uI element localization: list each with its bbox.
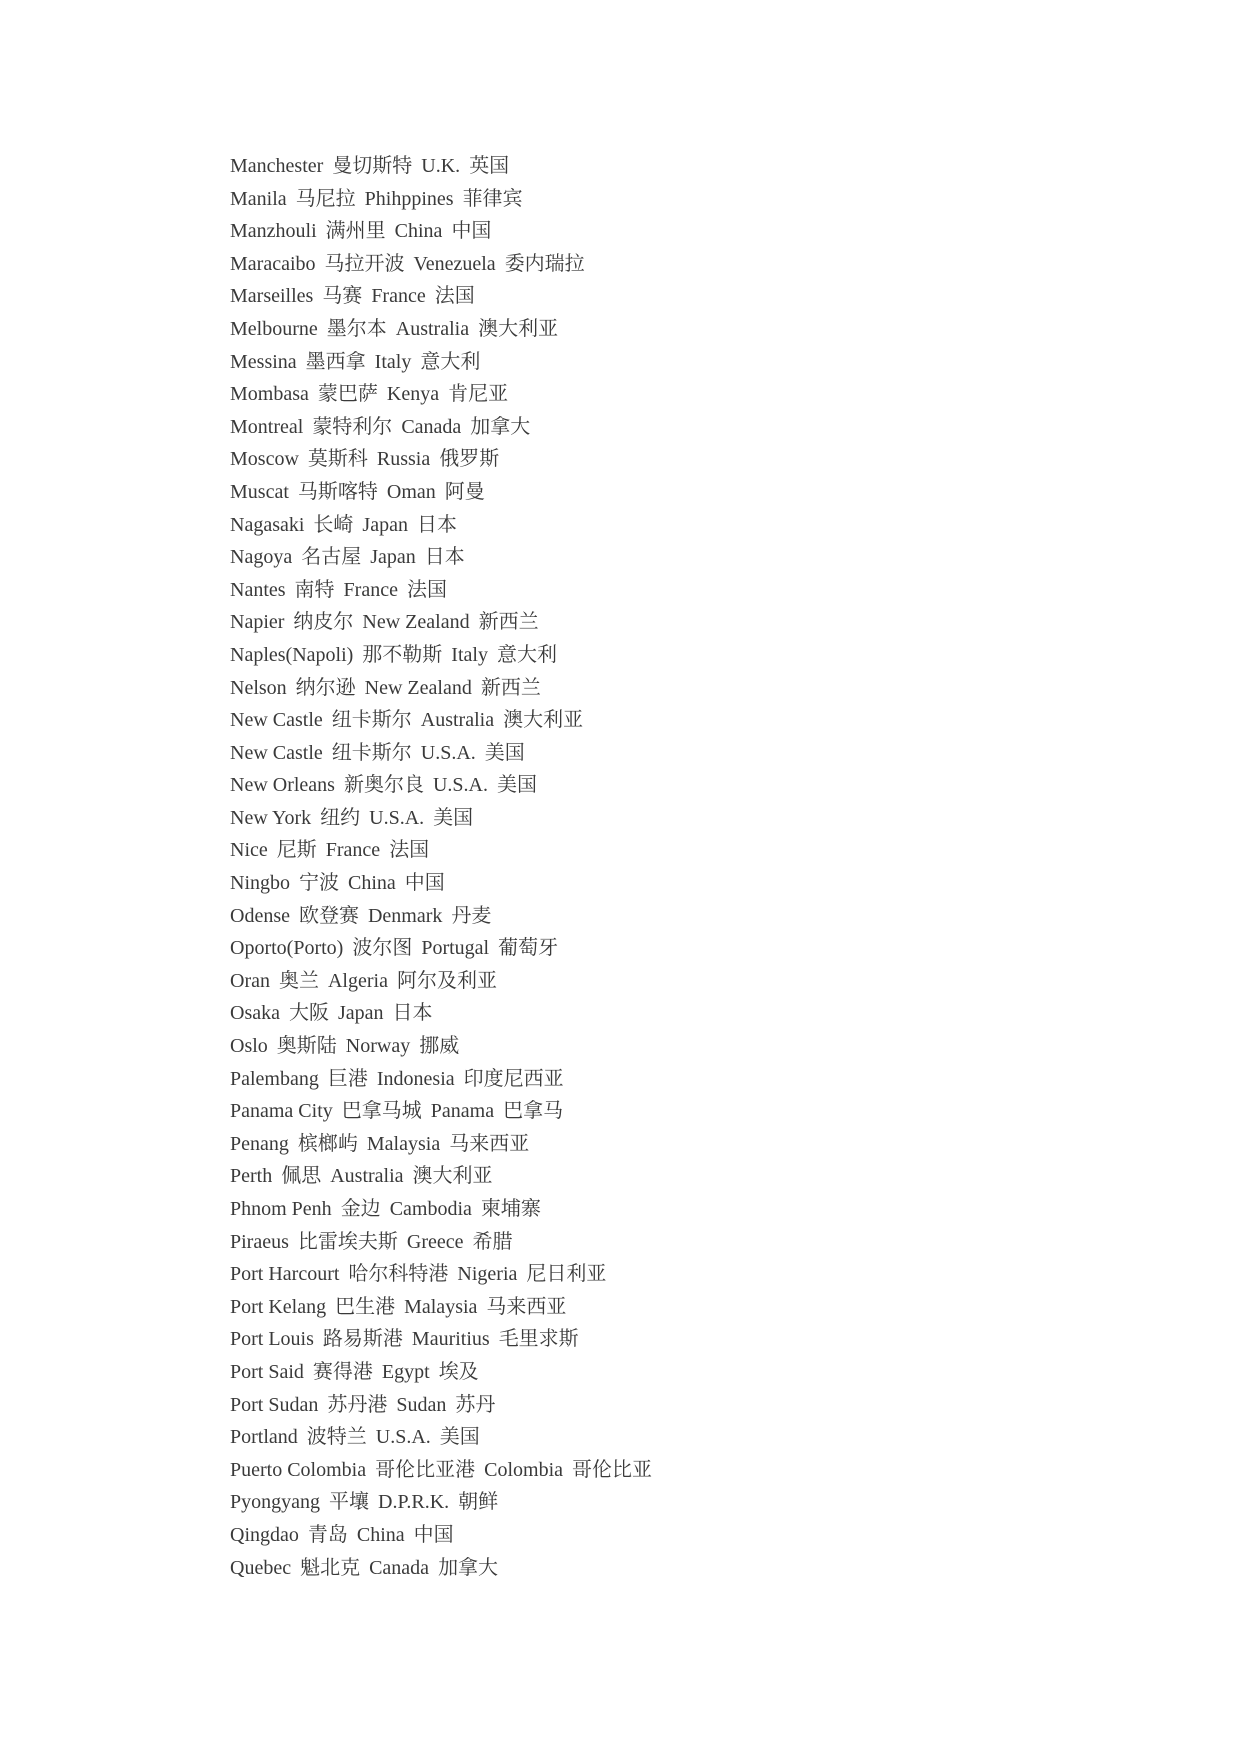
country-name-cn: 巴拿马 bbox=[503, 1100, 564, 1123]
city-name-cn: 曼切斯特 bbox=[332, 155, 413, 177]
country-name-en: Japan bbox=[337, 1002, 384, 1025]
port-row bbox=[230, 150, 652, 183]
port-row bbox=[230, 1258, 652, 1291]
city-name-cn: 纽卡斯尔 bbox=[331, 709, 412, 732]
country-name-cn: 毛里求斯 bbox=[498, 1328, 579, 1351]
city-name-en: Odense bbox=[230, 904, 290, 927]
port-row bbox=[230, 802, 652, 835]
country-name-en: Sudan bbox=[396, 1393, 447, 1416]
city-name-cn: 纳尔逊 bbox=[295, 676, 356, 699]
country-name-cn: 阿曼 bbox=[444, 480, 485, 503]
country-name-en: Malaysia bbox=[366, 1132, 441, 1155]
country-name-en: Cambodia bbox=[389, 1198, 472, 1220]
country-name-en: France bbox=[343, 578, 398, 601]
country-name-cn: 澳大利亚 bbox=[412, 1165, 493, 1188]
country-name-cn: 菲律宾 bbox=[462, 187, 523, 210]
country-name-cn: 尼日利亚 bbox=[526, 1263, 607, 1286]
country-name-cn: 中国 bbox=[451, 220, 492, 243]
country-name-cn: 委内瑞拉 bbox=[504, 252, 585, 275]
city-name-cn: 槟榔屿 bbox=[297, 1132, 358, 1155]
port-row bbox=[230, 1128, 652, 1161]
city-name-cn: 苏丹港 bbox=[327, 1393, 388, 1416]
port-row bbox=[230, 313, 652, 346]
city-name-en: Moscow bbox=[230, 448, 299, 471]
country-name-cn: 埃及 bbox=[438, 1360, 479, 1383]
country-name-cn: 俄罗斯 bbox=[439, 448, 500, 471]
city-name-en: Oporto(Porto) bbox=[230, 937, 344, 960]
port-row bbox=[230, 183, 652, 216]
port-row bbox=[230, 215, 652, 248]
port-row bbox=[230, 1519, 652, 1552]
port-row bbox=[230, 965, 652, 998]
country-name-cn: 美国 bbox=[484, 741, 525, 764]
port-row bbox=[230, 1552, 652, 1585]
country-name-cn: 丹麦 bbox=[451, 904, 492, 927]
country-name-cn: 葡萄牙 bbox=[498, 937, 559, 960]
country-name-cn: 哥伦比亚 bbox=[572, 1458, 652, 1481]
port-row bbox=[230, 1030, 652, 1063]
city-name-en: Nice bbox=[230, 839, 268, 862]
city-name-en: Pyongyang bbox=[230, 1491, 320, 1514]
city-name-cn: 蒙巴萨 bbox=[317, 383, 378, 406]
country-name-cn: 阿尔及利亚 bbox=[396, 969, 497, 992]
port-row bbox=[230, 1291, 652, 1324]
port-row bbox=[230, 1454, 652, 1487]
city-name-en: Portland bbox=[230, 1426, 298, 1449]
country-name-en: China bbox=[348, 872, 396, 895]
city-name-en: New Castle bbox=[230, 741, 323, 764]
port-row bbox=[230, 1160, 652, 1193]
country-name-cn: 美国 bbox=[439, 1426, 480, 1449]
country-name-en: Malaysia bbox=[404, 1295, 478, 1318]
city-name-cn: 马赛 bbox=[322, 285, 363, 308]
city-name-en: Qingdao bbox=[230, 1523, 299, 1546]
port-row bbox=[230, 672, 652, 705]
port-row bbox=[230, 509, 652, 542]
port-row bbox=[230, 346, 652, 379]
city-name-cn: 宁波 bbox=[299, 872, 339, 895]
port-row bbox=[230, 704, 652, 737]
port-row bbox=[230, 932, 652, 965]
country-name-en: Indonesia bbox=[376, 1067, 455, 1090]
city-name-cn: 纳皮尔 bbox=[293, 611, 354, 634]
country-name-cn: 日本 bbox=[424, 546, 465, 569]
country-name-cn: 意大利 bbox=[496, 643, 557, 666]
city-name-en: Nantes bbox=[230, 578, 286, 601]
port-row bbox=[230, 378, 652, 411]
country-name-en: Nigeria bbox=[457, 1263, 518, 1286]
port-list bbox=[230, 150, 652, 1584]
country-name-en: Phihppines bbox=[364, 187, 454, 210]
country-name-en: U.S.A. bbox=[375, 1426, 431, 1449]
city-name-cn: 比雷埃夫斯 bbox=[297, 1230, 398, 1253]
port-row bbox=[230, 737, 652, 770]
port-row bbox=[230, 574, 652, 607]
country-name-cn: 中国 bbox=[404, 872, 445, 895]
country-name-en: Egypt bbox=[381, 1360, 430, 1383]
city-name-en: Oslo bbox=[230, 1035, 268, 1058]
country-name-cn: 印度尼西亚 bbox=[463, 1067, 564, 1090]
city-name-en: Puerto Colombia bbox=[230, 1458, 367, 1481]
city-name-en: Port Harcourt bbox=[230, 1263, 340, 1286]
country-name-en: Algeria bbox=[327, 969, 388, 992]
city-name-en: Oran bbox=[230, 969, 270, 992]
country-name-cn: 法国 bbox=[389, 839, 430, 862]
country-name-cn: 美国 bbox=[433, 806, 474, 829]
country-name-cn: 朝鲜 bbox=[458, 1491, 499, 1514]
port-row bbox=[230, 997, 652, 1030]
country-name-en: Greece bbox=[406, 1230, 464, 1253]
city-name-cn: 南特 bbox=[294, 578, 335, 601]
country-name-en: U.S.A. bbox=[369, 806, 425, 829]
city-name-en: Port Said bbox=[230, 1360, 304, 1383]
country-name-en: Kenya bbox=[386, 383, 440, 406]
country-name-en: China bbox=[356, 1523, 405, 1546]
country-name-cn: 法国 bbox=[434, 285, 475, 308]
city-name-cn: 纽约 bbox=[320, 806, 361, 829]
city-name-en: Port Sudan bbox=[230, 1393, 319, 1416]
country-name-cn: 法国 bbox=[406, 578, 447, 601]
city-name-cn: 满州里 bbox=[325, 220, 386, 243]
city-name-cn: 巨港 bbox=[327, 1067, 368, 1090]
country-name-en: Japan bbox=[362, 513, 408, 536]
city-name-cn: 尼斯 bbox=[276, 839, 317, 862]
city-name-cn: 波尔图 bbox=[352, 937, 413, 960]
city-name-en: Napier bbox=[230, 611, 285, 634]
country-name-en: New Zealand bbox=[364, 676, 472, 699]
city-name-en: Penang bbox=[230, 1132, 289, 1155]
port-row bbox=[230, 1226, 652, 1259]
port-row bbox=[230, 1356, 652, 1389]
country-name-en: U.S.A. bbox=[432, 774, 488, 797]
country-name-en: Portugal bbox=[421, 937, 490, 960]
port-row bbox=[230, 443, 652, 476]
country-name-cn: 加拿大 bbox=[470, 415, 531, 438]
country-name-cn: 马来西亚 bbox=[449, 1132, 530, 1155]
city-name-en: Perth bbox=[230, 1165, 273, 1188]
city-name-cn: 青岛 bbox=[307, 1523, 348, 1546]
port-row bbox=[230, 248, 652, 281]
country-name-cn: 希腊 bbox=[472, 1230, 513, 1253]
country-name-en: Norway bbox=[345, 1035, 411, 1058]
country-name-en: Oman bbox=[386, 480, 436, 503]
country-name-cn: 肯尼亚 bbox=[448, 383, 509, 406]
city-name-cn: 魁北克 bbox=[300, 1556, 361, 1579]
country-name-en: D.P.R.K. bbox=[378, 1491, 450, 1514]
city-name-cn: 长崎 bbox=[313, 513, 354, 536]
city-name-cn: 大阪 bbox=[288, 1002, 329, 1025]
city-name-en: Muscat bbox=[230, 480, 289, 503]
port-row bbox=[230, 1063, 652, 1096]
country-name-en: France bbox=[371, 285, 426, 308]
city-name-cn: 蒙特利尔 bbox=[312, 415, 393, 438]
country-name-en: Canada bbox=[369, 1556, 430, 1579]
country-name-cn: 英国 bbox=[469, 155, 510, 177]
port-row bbox=[230, 769, 652, 802]
country-name-cn: 新西兰 bbox=[478, 611, 539, 634]
city-name-en: Montreal bbox=[230, 415, 304, 438]
country-name-en: Italy bbox=[451, 643, 488, 666]
country-name-cn: 澳大利亚 bbox=[503, 709, 584, 732]
port-row bbox=[230, 606, 652, 639]
country-name-en: Australia bbox=[420, 709, 495, 732]
city-name-cn: 赛得港 bbox=[312, 1360, 373, 1383]
city-name-en: Maracaibo bbox=[230, 252, 316, 275]
city-name-en: Quebec bbox=[230, 1556, 292, 1579]
city-name-cn: 莫斯科 bbox=[307, 448, 368, 471]
port-row bbox=[230, 1323, 652, 1356]
city-name-en: Mombasa bbox=[230, 383, 309, 406]
city-name-cn: 墨尔本 bbox=[326, 317, 387, 340]
country-name-en: Canada bbox=[401, 415, 462, 438]
country-name-en: Venezuela bbox=[413, 252, 496, 275]
city-name-en: Nelson bbox=[230, 676, 287, 699]
country-name-cn: 柬埔寨 bbox=[480, 1198, 541, 1220]
port-row bbox=[230, 1486, 652, 1519]
country-name-cn: 澳大利亚 bbox=[478, 317, 559, 340]
city-name-cn: 哥伦比亚港 bbox=[375, 1458, 476, 1481]
city-name-en: Phnom Penh bbox=[230, 1198, 332, 1220]
port-row bbox=[230, 639, 652, 672]
city-name-en: Panama City bbox=[230, 1100, 333, 1123]
city-name-en: Nagasaki bbox=[230, 513, 305, 536]
port-row bbox=[230, 1389, 652, 1422]
country-name-en: France bbox=[325, 839, 381, 862]
city-name-en: Naples(Napoli) bbox=[230, 643, 354, 666]
city-name-cn: 佩思 bbox=[281, 1165, 322, 1188]
port-row bbox=[230, 1421, 652, 1454]
port-row bbox=[230, 1193, 652, 1226]
port-row bbox=[230, 900, 652, 933]
country-name-cn: 日本 bbox=[392, 1002, 433, 1025]
city-name-en: Piraeus bbox=[230, 1230, 289, 1253]
city-name-cn: 巴拿马城 bbox=[341, 1100, 422, 1123]
country-name-en: Russia bbox=[376, 448, 431, 471]
city-name-cn: 马尼拉 bbox=[295, 187, 356, 210]
city-name-cn: 巴生港 bbox=[335, 1295, 396, 1318]
country-name-cn: 中国 bbox=[413, 1523, 454, 1546]
port-row bbox=[230, 1095, 652, 1128]
city-name-en: New Castle bbox=[230, 709, 323, 732]
port-row bbox=[230, 280, 652, 313]
country-name-cn: 马来西亚 bbox=[486, 1295, 567, 1318]
city-name-cn: 波特兰 bbox=[306, 1426, 367, 1449]
city-name-en: Nagoya bbox=[230, 546, 293, 569]
city-name-en: Manzhouli bbox=[230, 220, 317, 243]
country-name-cn: 新西兰 bbox=[480, 676, 541, 699]
country-name-en: Italy bbox=[374, 350, 412, 373]
city-name-en: Port Kelang bbox=[230, 1295, 327, 1318]
city-name-cn: 奥兰 bbox=[278, 969, 319, 992]
city-name-en: Melbourne bbox=[230, 317, 318, 340]
country-name-en: Panama bbox=[430, 1100, 495, 1123]
port-row bbox=[230, 541, 652, 574]
country-name-en: U.S.A. bbox=[420, 741, 476, 764]
country-name-en: Colombia bbox=[484, 1458, 563, 1481]
city-name-en: Palembang bbox=[230, 1067, 319, 1090]
city-name-cn: 名古屋 bbox=[301, 546, 362, 569]
country-name-cn: 意大利 bbox=[420, 350, 481, 373]
city-name-en: Port Louis bbox=[230, 1328, 314, 1351]
city-name-cn: 新奥尔良 bbox=[343, 774, 424, 797]
port-row bbox=[230, 476, 652, 509]
country-name-cn: 挪威 bbox=[419, 1035, 460, 1058]
port-row bbox=[230, 867, 652, 900]
city-name-cn: 墨西拿 bbox=[305, 350, 366, 373]
city-name-en: Messina bbox=[230, 350, 297, 373]
country-name-en: New Zealand bbox=[362, 611, 470, 634]
city-name-en: New Orleans bbox=[230, 774, 335, 797]
city-name-cn: 纽卡斯尔 bbox=[331, 741, 412, 764]
country-name-en: Australia bbox=[395, 317, 470, 340]
city-name-en: Osaka bbox=[230, 1002, 280, 1025]
port-row bbox=[230, 834, 652, 867]
country-name-en: Mauritius bbox=[411, 1328, 490, 1351]
city-name-cn: 马拉开波 bbox=[324, 252, 405, 275]
country-name-en: Japan bbox=[370, 546, 416, 569]
country-name-en: Australia bbox=[330, 1165, 404, 1188]
city-name-en: New York bbox=[230, 806, 312, 829]
country-name-cn: 加拿大 bbox=[438, 1556, 499, 1579]
city-name-cn: 那不勒斯 bbox=[362, 643, 443, 666]
country-name-en: Denmark bbox=[367, 904, 443, 927]
city-name-cn: 马斯喀特 bbox=[297, 480, 378, 503]
city-name-en: Manchester bbox=[230, 155, 324, 177]
city-name-cn: 金边 bbox=[340, 1198, 381, 1220]
city-name-cn: 奥斯陆 bbox=[276, 1035, 337, 1058]
city-name-cn: 平壤 bbox=[329, 1491, 369, 1514]
country-name-cn: 苏丹 bbox=[455, 1393, 496, 1416]
country-name-en: U.K. bbox=[421, 155, 461, 177]
city-name-en: Marseilles bbox=[230, 285, 314, 308]
country-name-en: China bbox=[394, 220, 443, 243]
country-name-cn: 美国 bbox=[496, 774, 537, 797]
city-name-en: Manila bbox=[230, 187, 287, 210]
city-name-cn: 欧登赛 bbox=[298, 904, 359, 927]
country-name-cn: 日本 bbox=[416, 513, 457, 536]
city-name-cn: 路易斯港 bbox=[322, 1328, 403, 1351]
port-row bbox=[230, 411, 652, 444]
city-name-en: Ningbo bbox=[230, 872, 290, 895]
city-name-cn: 哈尔科特港 bbox=[348, 1263, 449, 1286]
